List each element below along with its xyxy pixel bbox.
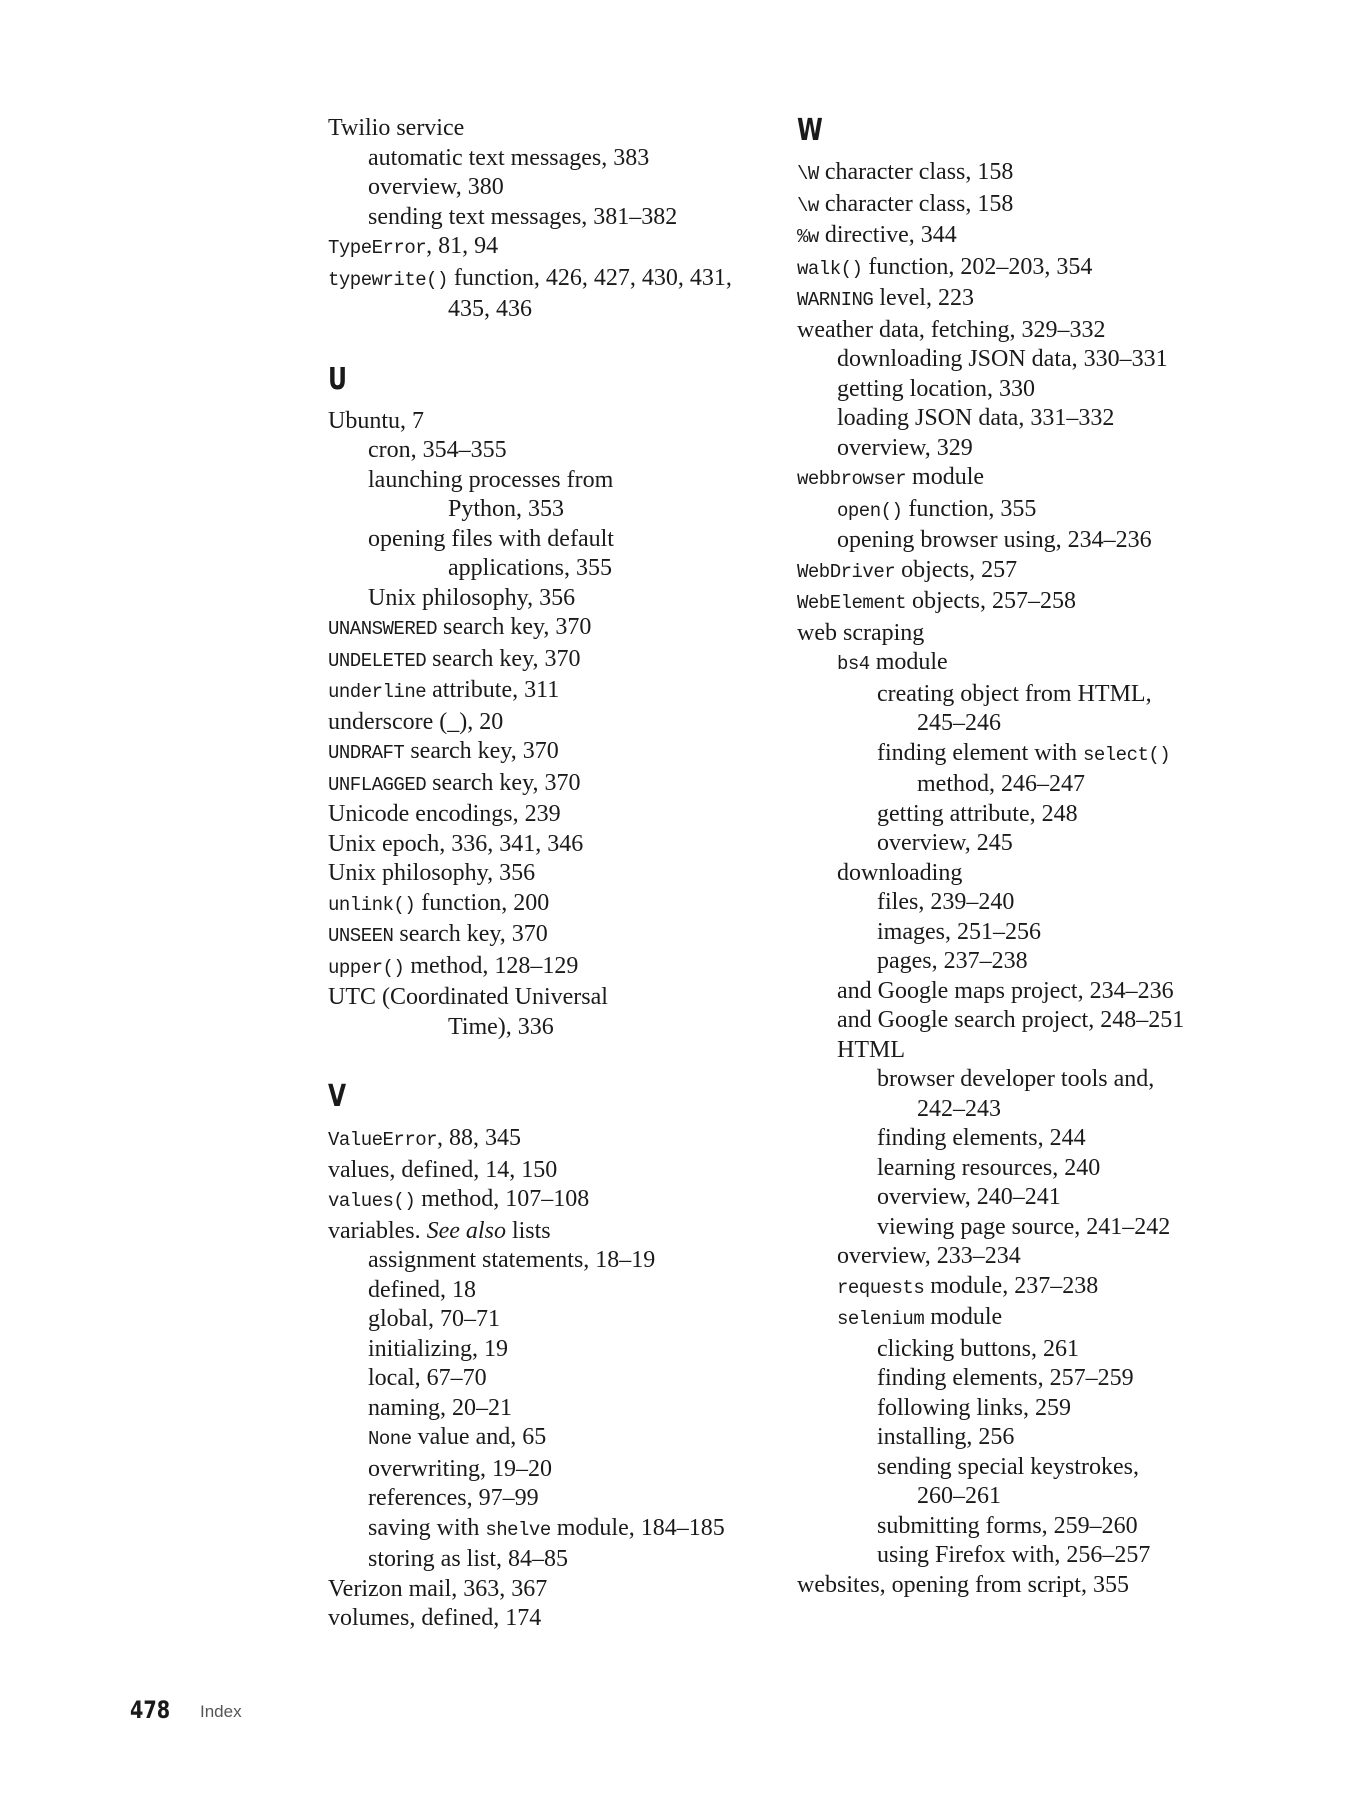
index-subentry <box>877 739 1317 771</box>
index-subentry <box>368 466 768 496</box>
entry-text: objects, 257–258 <box>906 588 1077 614</box>
index-subentry <box>837 1272 1317 1304</box>
entry-text: search key, 370 <box>426 645 581 672</box>
index-subentry <box>877 1124 1317 1154</box>
entry-text: attribute, 311 <box>426 677 560 703</box>
entry-text: automatic text messages, 383 <box>368 144 650 171</box>
code-term: WebDriver <box>797 560 896 583</box>
entry-text: files, 239–240 <box>877 889 1015 915</box>
entry-text: module, 184–185 <box>550 1514 725 1541</box>
index-entry <box>328 232 768 264</box>
entry-text: viewing page source, 241–242 <box>877 1213 1171 1240</box>
index-entry <box>328 889 768 921</box>
index-entry-continuation <box>917 709 1317 739</box>
entry-text: Twilio service <box>328 115 465 141</box>
index-subentry <box>837 1006 1317 1036</box>
entry-text: finding element with <box>877 739 1083 766</box>
index-subentry <box>368 173 768 203</box>
index-subentry <box>877 1154 1317 1184</box>
entry-text: overwriting, 19–20 <box>368 1455 552 1482</box>
index-entry-continuation <box>917 1095 1317 1125</box>
index-entry <box>328 769 768 801</box>
entry-text: Unix epoch, 336, 341, 346 <box>328 830 584 857</box>
index-subentry <box>877 947 1317 977</box>
entry-text: storing as list, 84–85 <box>368 1546 569 1572</box>
entry-text: submitting forms, 259–260 <box>877 1512 1138 1539</box>
entry-text: installing, 256 <box>877 1424 1015 1450</box>
index-entry <box>328 114 768 144</box>
entry-text: opening files with default <box>368 525 614 552</box>
entry-text: clicking buttons, 261 <box>877 1335 1079 1362</box>
index-column-right <box>797 114 1317 1600</box>
code-term: values() <box>328 1190 416 1212</box>
entry-text: character class, 158 <box>818 190 1014 217</box>
entry-text: function, 202–203, 354 <box>862 253 1093 280</box>
code-term: upper() <box>328 956 405 979</box>
index-subentry <box>877 1364 1317 1394</box>
entry-text: search key, 370 <box>426 769 581 796</box>
entry-text: creating object from HTML, <box>877 680 1152 707</box>
entry-text: module <box>906 464 985 490</box>
entry-text: global, 70–71 <box>368 1306 500 1332</box>
index-subentry <box>877 1335 1317 1365</box>
index-entry <box>797 463 1317 495</box>
entry-text: Ubuntu, 7 <box>328 407 424 434</box>
code-term: WARNING <box>797 289 874 311</box>
index-subentry <box>837 375 1317 405</box>
index-entry-continuation <box>917 1482 1317 1512</box>
entry-text: function, 355 <box>902 495 1037 522</box>
entry-text: overview, 245 <box>877 830 1013 856</box>
index-subentry <box>837 345 1317 375</box>
code-term: UNDRAFT <box>328 742 405 764</box>
index-subentry <box>837 526 1317 556</box>
index-entry <box>328 708 768 738</box>
index-entry-continuation <box>917 770 1317 800</box>
index-entry <box>797 221 1317 253</box>
code-term: UNSEEN <box>328 925 394 947</box>
entry-text: finding elements, 244 <box>877 1125 1086 1151</box>
entry-text: saving with <box>368 1514 486 1541</box>
index-subentry <box>368 525 768 555</box>
index-subentry <box>368 1305 768 1335</box>
index-entry <box>797 253 1317 285</box>
index-subentry <box>368 144 768 174</box>
entry-text: using Firefox with, 256–257 <box>877 1542 1151 1568</box>
index-subentry <box>837 1036 1317 1066</box>
index-entry <box>328 676 768 708</box>
entry-text: Unix philosophy, 356 <box>368 584 576 611</box>
index-entry <box>328 407 768 437</box>
entry-text: references, 97–99 <box>368 1485 539 1511</box>
index-subentry <box>368 436 768 466</box>
entry-text: learning resources, 240 <box>877 1154 1101 1181</box>
entry-text: objects, 257 <box>895 556 1018 583</box>
index-subentry <box>877 888 1317 918</box>
index-entry <box>797 587 1317 619</box>
index-entry <box>328 983 768 1013</box>
code-term: \w <box>797 194 819 217</box>
index-entry <box>328 859 768 889</box>
entry-text: getting location, 330 <box>837 375 1035 402</box>
entry-text: browser developer tools and, <box>877 1066 1155 1092</box>
entry-text: following links, 259 <box>877 1394 1072 1421</box>
letter-heading-v: V <box>328 1079 347 1114</box>
index-subentry <box>368 1484 768 1514</box>
index-subentry <box>837 648 1317 680</box>
index-entry <box>797 190 1317 222</box>
code-term: bs4 <box>837 653 870 675</box>
entry-text: , 81, 94 <box>426 233 499 259</box>
entry-text: initializing, 19 <box>368 1335 508 1362</box>
entry-text: loading JSON data, 331–332 <box>837 405 1115 431</box>
code-term: webbrowser <box>797 468 907 490</box>
index-entry <box>328 800 768 830</box>
index-entry <box>328 1217 768 1247</box>
index-subentry <box>368 584 768 614</box>
entry-text: method, 246–247 <box>917 771 1085 797</box>
code-term: %w <box>797 226 819 248</box>
entry-text: Unix philosophy, 356 <box>328 860 536 886</box>
index-subentry <box>837 859 1317 889</box>
entry-text: module <box>924 1304 1003 1330</box>
index-subentry <box>877 1065 1317 1095</box>
entry-text: character class, 158 <box>818 159 1014 185</box>
entry-text: pages, 237–238 <box>877 948 1028 974</box>
entry-text: value and, 65 <box>411 1424 547 1450</box>
code-term: shelve <box>485 1518 551 1541</box>
entry-text: 245–246 <box>917 710 1001 736</box>
entry-text: 260–261 <box>917 1483 1001 1509</box>
code-term: UNANSWERED <box>328 618 438 640</box>
entry-text: method, 128–129 <box>404 952 579 979</box>
index-entry <box>797 284 1317 316</box>
index-subentry <box>368 1423 768 1455</box>
index-subentry <box>877 1541 1317 1571</box>
entry-text: search key, 370 <box>437 614 592 640</box>
entry-text: function, 426, 427, 430, 431, <box>447 264 732 291</box>
entry-text: naming, 20–21 <box>368 1394 512 1421</box>
entry-text: sending text messages, 381–382 <box>368 203 678 230</box>
index-entry <box>797 556 1317 588</box>
index-entry <box>328 613 768 645</box>
entry-text: search key, 370 <box>393 921 548 947</box>
index-subentry <box>368 1514 768 1546</box>
entry-text: , 88, 345 <box>437 1125 522 1151</box>
entry-text: Unicode encodings, 239 <box>328 801 561 827</box>
entry-text: lists <box>505 1217 551 1244</box>
index-entry-continuation <box>448 295 768 325</box>
index-entry <box>328 1575 768 1605</box>
code-term: underline <box>328 681 427 703</box>
entry-text: volumes, defined, 174 <box>328 1605 542 1631</box>
index-entry-continuation <box>448 554 768 584</box>
entry-text: and Google maps project, 234–236 <box>837 977 1174 1004</box>
index-subentry <box>368 203 768 233</box>
index-subentry <box>877 680 1317 710</box>
entry-text: underscore (_), 20 <box>328 708 504 735</box>
index-entry-continuation <box>448 1013 768 1043</box>
index-subentry <box>368 1246 768 1276</box>
entry-text: images, 251–256 <box>877 918 1041 945</box>
index-subentry <box>368 1545 768 1575</box>
index-subentry <box>877 918 1317 948</box>
index-entry <box>797 619 1317 649</box>
entry-text: websites, opening from script, 355 <box>797 1571 1129 1598</box>
entry-text: downloading <box>837 859 963 886</box>
code-term: WebElement <box>797 592 907 614</box>
entry-text: overview, 329 <box>837 434 973 461</box>
index-entry <box>328 920 768 952</box>
index-entry <box>328 645 768 677</box>
index-column-left <box>328 114 768 1634</box>
index-subentry <box>368 1364 768 1394</box>
entry-text: local, 67–70 <box>368 1365 487 1391</box>
entry-text: downloading JSON data, 330–331 <box>837 346 1168 372</box>
entry-text: sending special keystrokes, <box>877 1453 1139 1480</box>
entry-text: HTML <box>837 1036 905 1063</box>
index-subentry <box>837 1242 1317 1272</box>
index-entry <box>328 1604 768 1634</box>
index-subentry <box>368 1276 768 1306</box>
letter-heading-u: U <box>328 361 348 397</box>
code-term: UNDELETED <box>328 649 427 672</box>
index-entry <box>797 316 1317 346</box>
index-entry <box>797 158 1317 190</box>
entry-text: variables. <box>328 1217 427 1244</box>
entry-text: Python, 353 <box>448 496 565 522</box>
index-entry <box>328 952 768 984</box>
index-entry <box>797 1571 1317 1601</box>
page-footer <box>130 1696 242 1724</box>
code-term: selenium <box>837 1308 925 1330</box>
entry-text: method, 107–108 <box>415 1186 590 1212</box>
index-subentry <box>368 1335 768 1365</box>
entry-text: module, 237–238 <box>924 1272 1099 1299</box>
entry-text: search key, 370 <box>404 738 559 764</box>
entry-text: applications, 355 <box>448 555 612 581</box>
entry-text: module <box>869 649 948 675</box>
index-subentry <box>368 1394 768 1424</box>
entry-text: finding elements, 257–259 <box>877 1365 1134 1391</box>
index-subentry <box>837 1303 1317 1335</box>
index-subentry <box>837 434 1317 464</box>
entry-text: opening browser using, 234–236 <box>837 527 1152 553</box>
index-entry <box>328 264 768 296</box>
entry-text: 242–243 <box>917 1095 1001 1122</box>
index-subentry <box>877 1512 1317 1542</box>
code-term: walk() <box>797 257 863 280</box>
entry-text: assignment statements, 18–19 <box>368 1247 656 1273</box>
index-subentry <box>368 1455 768 1485</box>
entry-text: function, 200 <box>415 889 550 916</box>
index-subentry <box>837 977 1317 1007</box>
code-term: ValueError <box>328 1129 438 1151</box>
entry-text: values, defined, 14, 150 <box>328 1156 558 1183</box>
entry-text: getting attribute, 248 <box>877 800 1078 827</box>
index-subentry <box>877 1453 1317 1483</box>
index-subentry <box>877 1423 1317 1453</box>
code-term: unlink() <box>328 893 416 916</box>
entry-text: weather data, fetching, 329–332 <box>797 316 1106 343</box>
index-subentry <box>877 1394 1317 1424</box>
entry-text: Verizon mail, 363, 367 <box>328 1575 548 1602</box>
index-entry <box>328 1185 768 1217</box>
index-entry <box>328 737 768 769</box>
index-entry <box>328 1124 768 1156</box>
index-entry <box>328 830 768 860</box>
index-subentry <box>877 1183 1317 1213</box>
entry-text: directive, 344 <box>818 222 957 248</box>
code-term: UNFLAGGED <box>328 773 427 796</box>
entry-text: overview, 380 <box>368 174 504 200</box>
code-term: requests <box>837 1276 925 1299</box>
entry-text: cron, 354–355 <box>368 437 507 463</box>
entry-text: launching processes from <box>368 466 614 493</box>
code-term: TypeError <box>328 237 427 259</box>
entry-text: defined, 18 <box>368 1276 476 1303</box>
code-term: None <box>368 1428 412 1450</box>
entry-text: web scraping <box>797 619 925 646</box>
index-entry <box>328 1156 768 1186</box>
index-subentry <box>837 495 1317 527</box>
entry-text: level, 223 <box>873 285 974 311</box>
code-term: open() <box>837 499 903 522</box>
entry-text: and Google search project, 248–251 <box>837 1007 1185 1033</box>
index-subentry <box>837 404 1317 434</box>
index-entry-continuation <box>448 495 768 525</box>
index-subentry <box>877 829 1317 859</box>
section-label: Index <box>200 1702 242 1721</box>
code-term: \W <box>797 163 819 185</box>
index-subentry <box>877 1213 1317 1243</box>
letter-heading-w: W <box>797 113 823 148</box>
entry-text: 435, 436 <box>448 296 532 322</box>
entry-text: UTC (Coordinated Universal <box>328 984 608 1010</box>
entry-text: overview, 233–234 <box>837 1243 1021 1269</box>
index-subentry <box>877 800 1317 830</box>
entry-text: overview, 240–241 <box>877 1184 1061 1210</box>
code-term: select() <box>1082 743 1171 766</box>
page-number: 478 <box>130 1696 171 1724</box>
see-also-label: See also <box>426 1217 506 1244</box>
code-term: typewrite() <box>328 268 448 291</box>
entry-text: Time), 336 <box>448 1013 554 1040</box>
